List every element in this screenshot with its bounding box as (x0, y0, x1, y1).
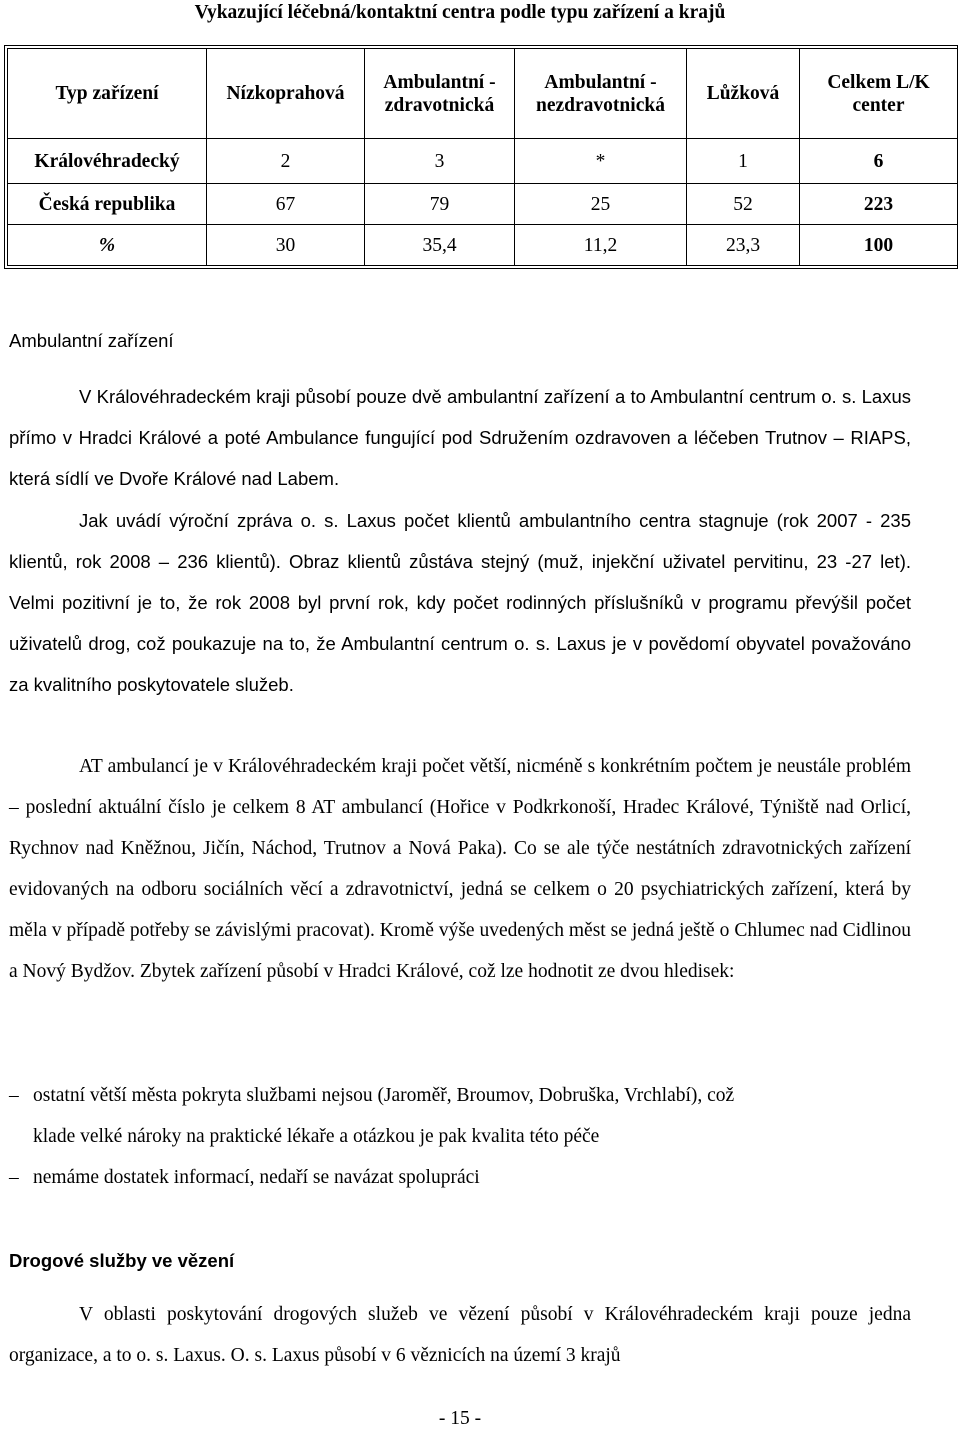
total-cell: 100 (800, 225, 958, 266)
table-cell: 3 (365, 139, 515, 184)
table-row (8, 225, 958, 266)
paragraph: V oblasti poskytování drogových služeb ve vězení působí v Královéhradeckém kraji pouze jedna organizace, a to o. s. Laxus. O. s. Laxus působí v 6 věznicích na území 3 krajů (9, 1304, 911, 1366)
header-cell: Nízkoprahová (207, 49, 365, 139)
total-cell: 6 (800, 139, 958, 184)
header-cell: Celkem L/K center (800, 49, 958, 139)
dash-marker: – (9, 1167, 19, 1188)
table-cell: 30 (207, 225, 365, 266)
table-cell: * (515, 139, 687, 184)
header-cell: Typ zařízení (8, 49, 207, 139)
table-cell: 67 (207, 184, 365, 225)
list-item (9, 1075, 911, 1157)
table-cell: 2 (207, 139, 365, 184)
table-cell: 35,4 (365, 225, 515, 266)
stats-table-frame (4, 45, 958, 269)
stats-table (7, 48, 958, 266)
paragraph: AT ambulancí je v Královéhradeckém kraji počet větší, nicméně s konkrétním počtem je neustále problém – poslední aktuální číslo je celkem 8 AT ambulancí (Hořice v Podkrkonoší, Hradec Králové, Týniště nad Orlicí, Rychnov nad Kněžnou, Jičín, Náchod, Trutnov a Nová Paka). Co se ale týče nestátních zdravotnických zařízení evidovaných na odboru sociálních věcí a zdravotnictví, jedná se celkem o 20 psychiatrických zařízení, která by měla v případě potřeby se závislými pracovat). Kromě výše uvedených měst se jedná ještě o Chlumec nad Cidlinou a Nový Bydžov. Zbytek zařízení působí v Hradci Králové, což lze hodnotit ze dvou hledisek: (9, 756, 911, 982)
table-cell: 52 (687, 184, 800, 225)
total-cell: 223 (800, 184, 958, 225)
table-cell: 23,3 (687, 225, 800, 266)
section-heading: Ambulantní zařízení (9, 330, 174, 351)
table-cell: 25 (515, 184, 687, 225)
table-row (8, 184, 958, 225)
table-cell: 11,2 (515, 225, 687, 266)
header-cell: Ambulantní - nezdravotnická (515, 49, 687, 139)
table-cell: 79 (365, 184, 515, 225)
paragraph: V Královéhradeckém kraji působí pouze dvě ambulantní zařízení a to Ambulantní centrum o. s. Laxus přímo v Hradci Králové a poté Ambulance fungující pod Sdružením ozdravoven a léčeben Trutnov – RIAPS, která sídlí ve Dvoře Králové nad Labem. (9, 386, 911, 489)
row-label: Královéhradecký (8, 139, 207, 184)
section-heading: Drogové služby ve vězení (9, 1250, 235, 1271)
header-cell: Lůžková (687, 49, 800, 139)
table-cell: 1 (687, 139, 800, 184)
table-header-row (8, 49, 958, 139)
page-title: Vykazující léčebná/kontaktní centra podle typu zařízení a krajů (194, 2, 726, 23)
row-label: % (8, 225, 207, 266)
list-item-text: ostatní větší města pokryta službami nejsou (Jaroměř, Broumov, Dobruška, Vrchlabí), což (33, 1085, 735, 1106)
list-item-text: nemáme dostatek informací, nedaří se navázat spolupráci (33, 1167, 480, 1188)
list-item-text: klade velké nároky na praktické lékaře a otázkou je pak kvalita této péče (33, 1126, 600, 1147)
row-label: Česká republika (8, 184, 207, 225)
header-cell: Ambulantní - zdravotnická (365, 49, 515, 139)
table-row (8, 139, 958, 184)
dash-marker: – (9, 1085, 19, 1106)
list-item (9, 1157, 911, 1198)
page-number: - 15 - (438, 1408, 482, 1429)
paragraph: Jak uvádí výroční zpráva o. s. Laxus počet klientů ambulantního centra stagnuje (rok 2007 - 235 klientů, rok 2008 – 236 klientů). Obraz klientů zůstáva stejný (muž, injekční uživatel pervitinu, 23 -27 let). Velmi pozitivní je to, že rok 2008 byl první rok, kdy počet rodinných příslušníků v programu převýšil počet uživatelů drog, což poukazuje na to, že Ambulantní centrum o. s. Laxus je v povědomí obyvatel považováno za kvalitního poskytovatele služeb. (9, 510, 911, 695)
